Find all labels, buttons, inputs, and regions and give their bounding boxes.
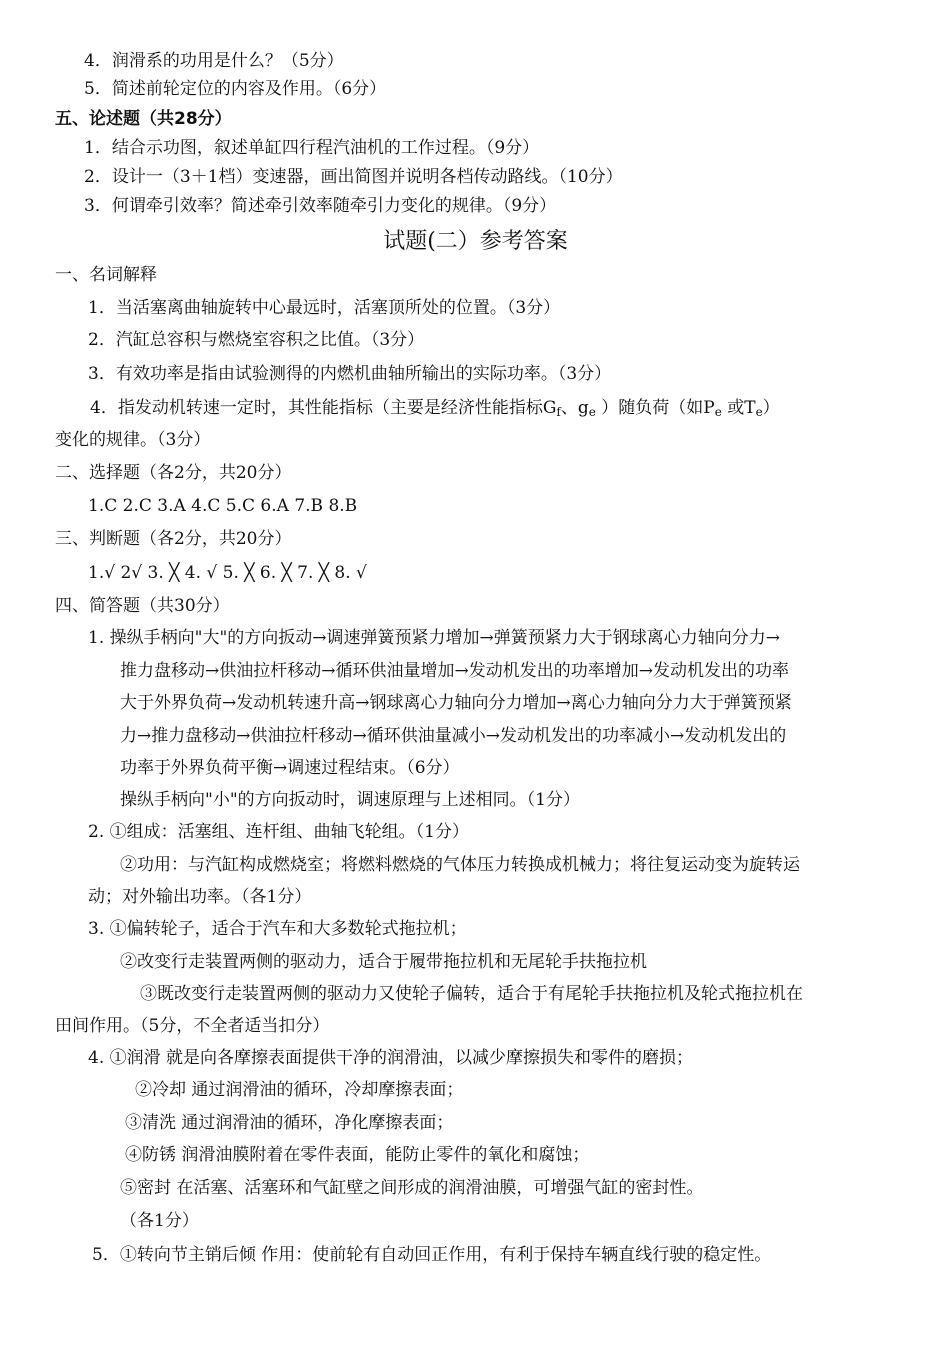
- part-2-heading: 二、选择题（各2分，共20分）: [55, 463, 292, 483]
- answer-1-4-text: 或T: [721, 398, 756, 418]
- answer-4-1-line6: 操纵手柄向"小"的方向扳动时，调速原理与上述相同。（1分）: [120, 790, 580, 810]
- subscript: f: [556, 405, 561, 419]
- answer-1-4-text: 、g: [560, 398, 589, 418]
- answer-4-2-line2: ②功用：与汽缸构成燃烧室；将燃料燃烧的气体压力转换成机械力；将往复运动变为旋转运: [120, 855, 800, 875]
- answer-1-4-text: ）随负荷（如P: [595, 398, 715, 418]
- essay-question-1: 1．结合示功图，叙述单缸四行程汽油机的工作过程。（9分）: [84, 138, 540, 158]
- answer-4-4-line2: ②冷却 通过润滑油的循环，冷却摩擦表面；: [135, 1080, 464, 1100]
- answer-1-2: 2．汽缸总容积与燃烧室容积之比值。（3分）: [88, 330, 425, 350]
- answer-4-1-line5: 功率于外界负荷平衡→调速过程结束。（6分）: [120, 758, 460, 778]
- section-5-heading: 五、论述题（共28分）: [55, 109, 232, 129]
- essay-question-3: 3．何谓牵引效率？简述牵引效率随牵引力变化的规律。（9分）: [84, 196, 557, 216]
- answer-4-1-line3: 大于外界负荷→发动机转速升高→钢球离心力轴向分力增加→离心力轴向分力大于弹簧预紧: [120, 693, 792, 713]
- answer-4-3-line2: ②改变行走装置两侧的驱动力，适合于履带拖拉机和无尾轮手扶拖拉机: [120, 952, 647, 972]
- subscript: e: [588, 405, 596, 419]
- answer-1-3: 3．有效功率是指由试验测得的内燃机曲轴所输出的实际功率。（3分）: [88, 364, 612, 384]
- choice-answers: 1.C 2.C 3.A 4.C 5.C 6.A 7.B 8.B: [88, 496, 358, 516]
- answer-4-3-line1: 3. ①偏转轮子，适合于汽车和大多数轮式拖拉机；: [88, 919, 467, 939]
- answer-4-3-line3: ③既改变行走装置两侧的驱动力又使轮子偏转，适合于有尾轮手扶拖拉机及轮式拖拉机在: [140, 984, 803, 1004]
- answer-1-4: [90, 397, 780, 423]
- answer-4-2-line3: 动；对外输出功率。（各1分）: [88, 887, 312, 907]
- answer-4-3-line4: 田间作用。（5分，不全者适当扣分）: [55, 1016, 330, 1036]
- answer-1-4-text: 4．指发动机转速一定时，其性能指标（主要是经济性能指标G: [90, 398, 557, 418]
- answer-1-4-text: ）: [762, 398, 780, 418]
- answer-4-1-line4: 力→推力盘移动→供油拉杆移动→循环供油量减小→发动机发出的功率减小→发动机发出的: [120, 726, 787, 746]
- part-3-heading: 三、判断题（各2分，共20分）: [55, 529, 292, 549]
- answer-4-2-line1: 2. ①组成：活塞组、连杆组、曲轴飞轮组。（1分）: [88, 822, 469, 842]
- question-5: 5．简述前轮定位的内容及作用。（6分）: [84, 79, 387, 99]
- judgment-answers: 1.√ 2√ 3. ╳ 4. √ 5. ╳ 6. ╳ 7. ╳ 8. √: [88, 563, 367, 583]
- part-1-heading: 一、名词解释: [55, 265, 157, 285]
- subscript: e: [714, 405, 722, 419]
- answer-4-4-line1: 4. ①润滑 就是向各摩擦表面提供干净的润滑油，以减少摩擦损失和零件的磨损；: [88, 1048, 694, 1068]
- answer-4-4-line4: ④防锈 润滑油膜附着在零件表面，能防止零件的氧化和腐蚀；: [125, 1145, 590, 1165]
- subscript: e: [755, 405, 763, 419]
- answers-title: 试题(二）参考答案: [383, 229, 568, 254]
- answer-4-4-line6: （各1分）: [120, 1211, 199, 1231]
- question-4: 4．润滑系的功用是什么？（5分）: [84, 51, 344, 71]
- answer-4-4-line3: ③清洗 通过润滑油的循环，净化摩擦表面；: [125, 1113, 454, 1133]
- answer-1-1: 1．当活塞离曲轴旋转中心最远时，活塞顶所处的位置。（3分）: [88, 298, 561, 318]
- answer-4-5-line1: 5．①转向节主销后倾 作用：使前轮有自动回正作用，有利于保持车辆直线行驶的稳定性。: [92, 1245, 772, 1265]
- part-4-heading: 四、简答题（共30分）: [55, 596, 230, 616]
- answer-1-4-line2: 变化的规律。（3分）: [55, 430, 211, 450]
- essay-question-2: 2．设计一（3＋1档）变速器，画出简图并说明各档传动路线。（10分）: [84, 167, 623, 187]
- answer-4-1-line1: 1. 操纵手柄向"大"的方向扳动→调速弹簧预紧力增加→弹簧预紧力大于钢球离心力轴向分力→: [88, 628, 780, 648]
- answer-4-4-line5: ⑤密封 在活塞、活塞环和气缸壁之间形成的润滑油膜，可增强气缸的密封性。: [120, 1178, 704, 1198]
- answer-4-1-line2: 推力盘移动→供油拉杆移动→循环供油量增加→发动机发出的功率增加→发动机发出的功率: [120, 661, 789, 681]
